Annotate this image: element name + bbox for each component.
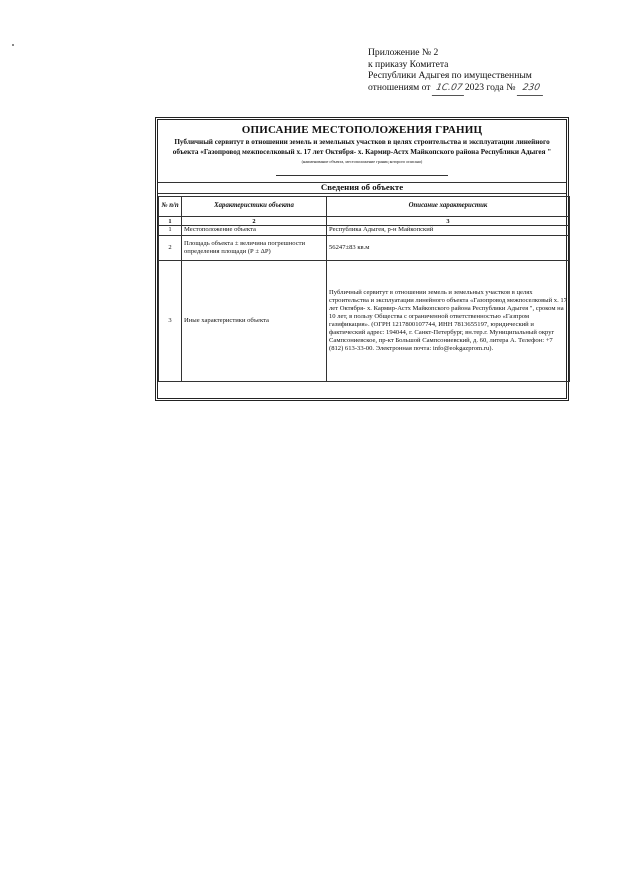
row-description: 56247±83 кв.м: [327, 236, 570, 261]
table-row: [159, 226, 570, 236]
row-number: 1: [159, 226, 182, 236]
header-description: Описание характеристик: [327, 197, 570, 217]
row-description: Публичный сервитут в отношении земель и земельных участков в целях строительства и эксплуатации линейного объекта «Газопровод межпоселковый х. 17 лет Октября- х. Кармир-Астх Майкопского района Республики Адыгея ", сроком на 10 лет, в пользу Общества с ограниченной ответственностью «Газпром газификация». (ОГРН 1217800107744, ИНН 7813655197, юридический и фактический адрес: 194044, г. Санкт-Петербург, вн.тер.г. Муниципальный округ Сампсониевское, пр-кт Большой Сампсониевский, д. 60, литера А. Телефон: +7 (812) 613-33-00. Электронная почта: info@eokgazprom.ru).: [327, 261, 570, 382]
appendix-line-3: Республики Адыгея по имущественным: [368, 70, 532, 81]
row-characteristic: Иные характеристики объекта: [182, 261, 327, 382]
table-column-numbers-row: [159, 217, 570, 226]
row-number: 2: [159, 236, 182, 261]
table-header-row: [159, 197, 570, 217]
document-subtitle: Публичный сервитут в отношении земель и земельных участков в целях строительства и эксплуатации линейного объекта «Газопровод межпоселковый х. 17 лет Октября- х. Кармир-Астх Майкопского района Республики Адыгея ": [172, 138, 552, 156]
appendix-line-4-prefix: отношениям от: [368, 81, 431, 93]
col-number-3: 3: [327, 217, 570, 226]
section-title: Сведения об объекте: [158, 182, 566, 194]
handwritten-date: 1С.07: [432, 83, 466, 96]
appendix-line-1: Приложение № 2: [368, 47, 439, 58]
appendix-line-4-mid: 2023 года №: [464, 81, 516, 93]
document-header: [158, 120, 566, 183]
header-characteristic: Характеристики объекта: [182, 197, 327, 217]
row-description: Республика Адыгея, р-н Майкопский: [327, 226, 570, 236]
document-frame: [155, 117, 569, 401]
handwritten-order-number: 230: [517, 83, 545, 96]
subtitle-underline: [276, 175, 448, 176]
appendix-line-2: к приказу Комитета: [368, 58, 449, 70]
appendix-line-4: [368, 82, 544, 96]
table-row: [159, 236, 570, 261]
header-number: № п/п: [159, 197, 182, 217]
col-number-2: 2: [182, 217, 327, 226]
row-number: 3: [159, 261, 182, 382]
object-info-table: [158, 196, 570, 382]
scan-speck: [12, 44, 14, 46]
row-characteristic: Местоположение объекта: [182, 226, 327, 236]
table-row: [159, 261, 570, 382]
document-title: ОПИСАНИЕ МЕСТОПОЛОЖЕНИЯ ГРАНИЦ: [241, 124, 483, 136]
appendix-block: [368, 47, 544, 95]
col-number-1: 1: [159, 217, 182, 226]
row-characteristic: Площадь объекта ± величина погрешности определения площади (Р ± ΔР): [182, 236, 327, 261]
subtitle-note: (наименование объекта, местоположение границ которого описано): [301, 159, 423, 164]
